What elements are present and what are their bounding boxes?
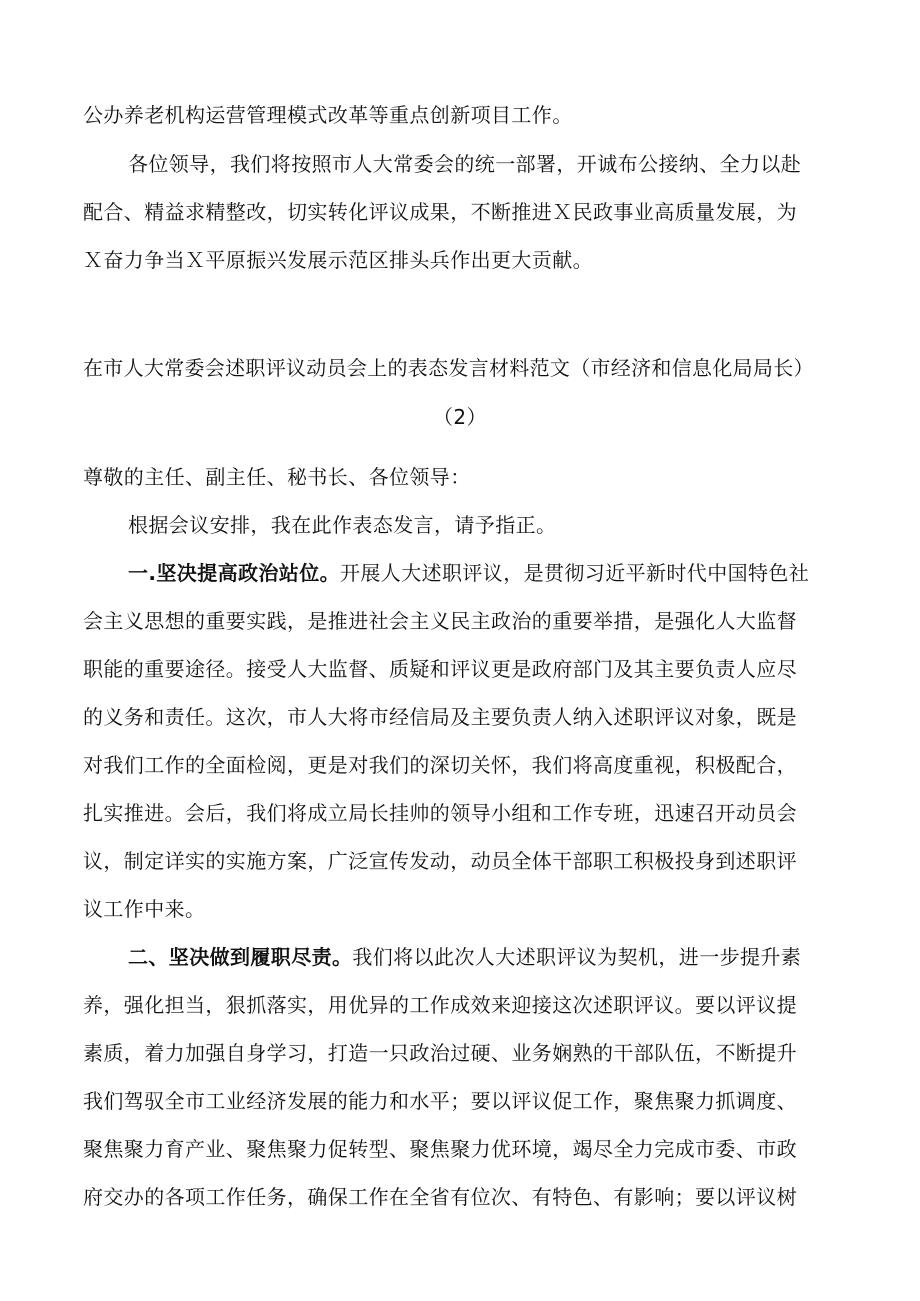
paragraph-line: 公办养老机构运营管理模式改革等重点创新项目工作。 — [83, 103, 573, 127]
paragraph-line: 养，强化担当，狠抓落实，用优异的工作成效来迎接这次述职评议。要以评议提 — [83, 993, 797, 1017]
section-2-heading: 二、坚决做到履职尽责。 — [128, 945, 353, 969]
paragraph-line: 议，制定详实的实施方案，广泛宣传发动，动员全体干部职工积极投身到述职评 — [83, 849, 797, 873]
paragraph-line: 职能的重要途径。接受人大监督、质疑和评议更是政府部门及其主要负责人应尽 — [83, 657, 797, 681]
paragraph-line: 的义务和责任。这次，市人大将市经信局及主要负责人纳入述职评议对象，既是 — [83, 705, 797, 729]
paragraph-line: 议工作中来。 — [83, 897, 206, 921]
section-2-first-line — [128, 944, 853, 970]
paragraph-line: 府交办的各项工作任务，确保工作在全省有位次、有特色、有影响；要以评议树 — [83, 1185, 797, 1209]
paragraph-line: 对我们工作的全面检阅，更是对我们的深切关怀，我们将高度重视，积极配合， — [83, 753, 797, 777]
paragraph-line: Ｘ奋力争当Ｘ平原振兴发展示范区排头兵作出更大贡献。 — [83, 248, 593, 272]
paragraph-line: 扎实推进。会后，我们将成立局长挂帅的领导小组和工作专班，迅速召开动员会 — [83, 801, 797, 825]
salutation: 尊敬的主任、副主任、秘书长、各位领导： — [83, 465, 471, 489]
paragraph-line: 会主义思想的重要实践，是推进社会主义民主政治的重要举措，是强化人大监督 — [83, 609, 797, 633]
section-1-first-line — [128, 560, 853, 586]
document-title: 在市人大常委会述职评议动员会上的表态发言材料范文（市经济和信息化局局长） — [83, 356, 814, 380]
section-1-heading: 一.坚决提高政治站位。 — [128, 561, 340, 585]
paragraph-line: 配合、精益求精整改，切实转化评议成果，不断推进Ｘ民政事业高质量发展，为 — [83, 200, 797, 224]
section-1-text: 开展人大述职评议，是贯彻习近平新时代中国特色社 — [340, 561, 810, 585]
section-2-text: 我们将以此次人大述职评议为契机，进一步提升素 — [352, 945, 802, 969]
paragraph-line: 素质，着力加强自身学习，打造一只政治过硬、业务娴熟的干部队伍，不断提升 — [83, 1041, 797, 1065]
paragraph-line: 我们驾驭全市工业经济发展的能力和水平；要以评议促工作，聚焦聚力抓调度、 — [83, 1089, 797, 1113]
document-title-number: （2） — [433, 405, 487, 429]
paragraph-line: 各位领导，我们将按照市人大常委会的统一部署，开诚布公接纳、全力以赴 — [128, 152, 802, 176]
paragraph-line: 聚焦聚力育产业、聚焦聚力促转型、聚焦聚力优环境，竭尽全力完成市委、市政 — [83, 1137, 797, 1161]
intro-paragraph: 根据会议安排，我在此作表态发言，请予指正。 — [128, 513, 557, 537]
